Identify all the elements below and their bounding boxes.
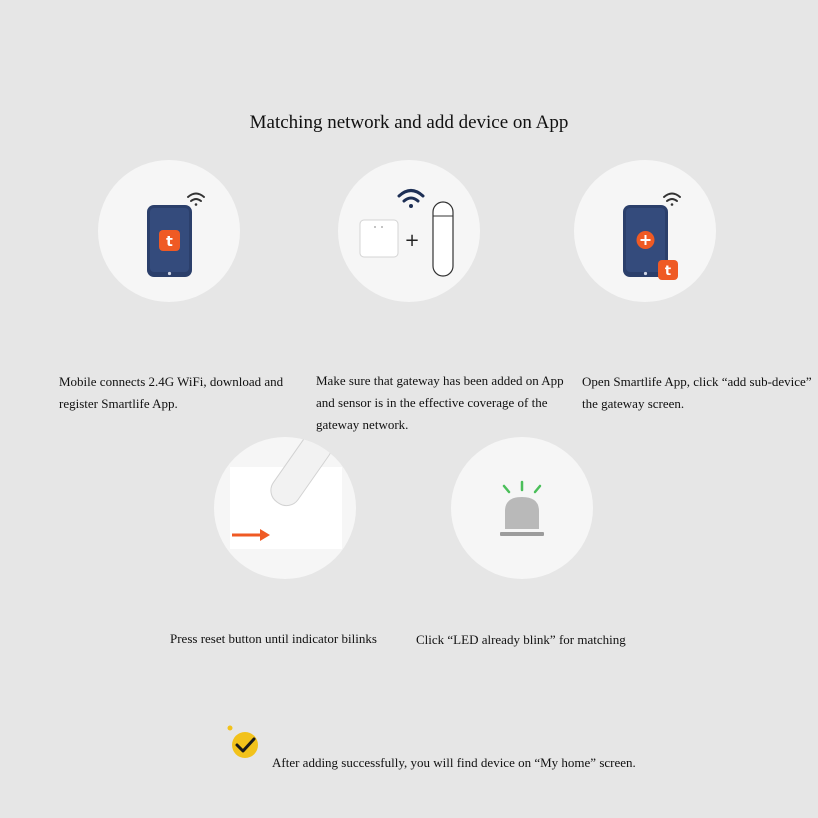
step-2-illustration [338,160,480,302]
page-title: Matching network and add device on App [249,112,569,133]
phone-tuya-app-icon [98,160,240,302]
step-5-illustration [451,437,593,579]
step-1-caption: Mobile connects 2.4G WiFi, download and register Smartlife App. [59,374,284,411]
sensor-reset-arrow-icon [214,437,356,579]
svg-text:t: t [166,234,173,250]
step-4-caption: Press reset button until indicator bilinks [170,631,377,646]
step-5-caption: Click “LED already blink” for matching [416,632,626,647]
svg-text:+: + [404,230,420,251]
check-badge-icon [224,722,266,762]
step-1-illustration [98,160,240,302]
step-2-caption: Make sure that gateway has been added on App and sensor is in the effective coverage of the gateway network. [316,373,564,432]
step-3-caption: Open Smartlife App, click “add sub-device” the gateway screen. [582,374,812,411]
blinking-led-icon [451,437,593,579]
gateway-plus-sensor-icon [338,160,480,302]
svg-text:t: t [664,264,672,279]
success-message: After adding successfully, you will find device on “My home” screen. [272,755,636,770]
step-3-illustration [574,160,716,302]
step-4-illustration [214,437,356,579]
phone-add-device-icon [574,160,716,302]
